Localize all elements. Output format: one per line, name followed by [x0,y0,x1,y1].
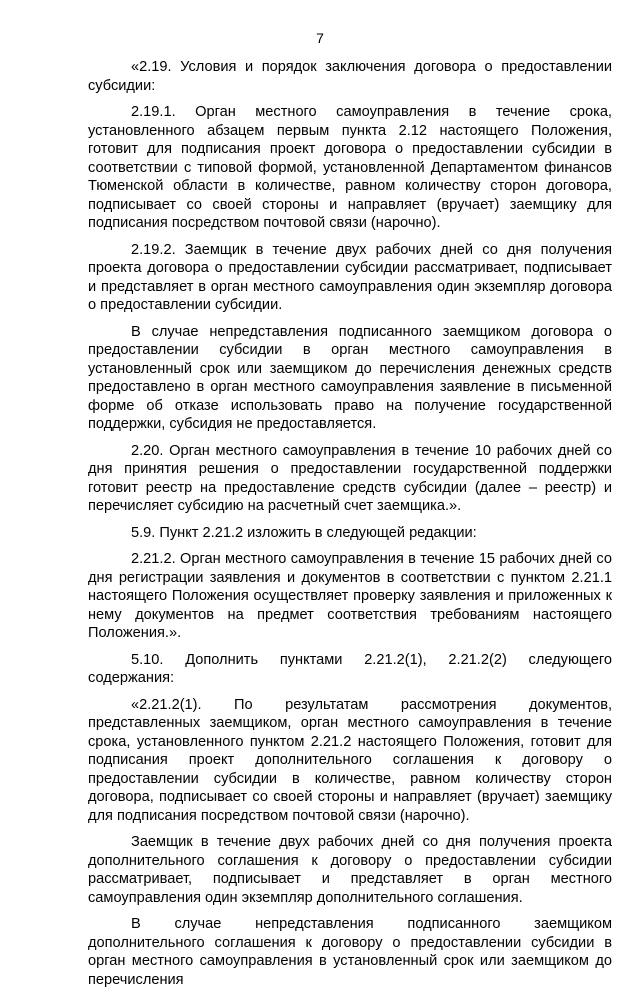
paragraph-5-9: 5.9. Пункт 2.21.2 изложить в следующей редакции: [131,524,477,541]
document-body [88,58,612,997]
paragraph-5-10: 5.10. Дополнить пунктами 2.21.2(1), 2.21.2(2) следующего содержания: [88,651,612,686]
paragraph-supplementary-non-submission: В случае непредставления подписанного заемщиком дополнительного соглашения к договору о предоставлении субсидии в орган местного самоуправления в установленный срок или заемщиком до перечисления [88,916,612,988]
paragraph-2-19: «2.19. Условия и порядок заключения договора о предоставлении субсидии: [88,59,612,94]
paragraph-2-19-2: 2.19.2. Заемщик в течение двух рабочих дней со дня получения проекта договора о предоставлении субсидии рассматривает, подписывает и представляет в орган местного самоуправления один экземпляр договора о предоставлении субсидии. [88,241,612,313]
paragraph-non-submission: В случае непредставления подписанного заемщиком договора о предоставлении субсидии в орган местного самоуправления в установленный срок или заемщиком до перечисления денежных средств предоставлено в орган местного самоуправления заявление в письменной форме об отказе использовать право на получение государственной поддержки, субсидия не предоставляется. [88,323,612,432]
paragraph-2-21-2-1: «2.21.2(1). По результатам рассмотрения документов, представленных заемщиком, орган местного самоуправления в течение срока, установленного пунктом 2.21.2 настоящего Положения, готовит для подписания проект дополнительного соглашения к договору о предоставлении субсидии в количестве, равном количеству сторон договора, подписывает со своей стороны и направляет (вручает) заемщику для подписания посредством почтовой связи (нарочно). [88,696,612,824]
page-number: 7 [316,30,324,46]
paragraph-borrower-review: Заемщик в течение двух рабочих дней со дня получения проекта дополнительного соглашения к договору о предоставлении субсидии рассматривает, подписывает и представляет в орган местного самоуправления один экземпляр дополнительного соглашения. [88,834,612,906]
paragraph-2-21-2: 2.21.2. Орган местного самоуправления в течение 15 рабочих дней со дня регистрации заявления и документов в соответствии с пунктом 2.21.1 настоящего Положения осуществляет проверку заявления и приложенных к нему документов на предмет соответствия требованиям настоящего Положения.». [88,551,612,641]
paragraph-2-19-1: 2.19.1. Орган местного самоуправления в течение срока, установленного абзацем первым пункта 2.12 настоящего Положения, готовит для подписания проект договора о предоставлении субсидии в соответствии с типовой формой, установленной Департаментом финансов Тюменской области в количестве, равном количеству сторон договора, подписывает со своей стороны и направляет (вручает) заемщику для подписания посредством почтовой связи (нарочно). [88,104,612,231]
paragraph-2-20: 2.20. Орган местного самоуправления в течение 10 рабочих дней со дня принятия решения о предоставлении государственной поддержки готовит реестр на предоставление средств субсидии (далее – реестр) и перечисляет субсидию на расчетный счет заемщика.». [88,442,612,514]
